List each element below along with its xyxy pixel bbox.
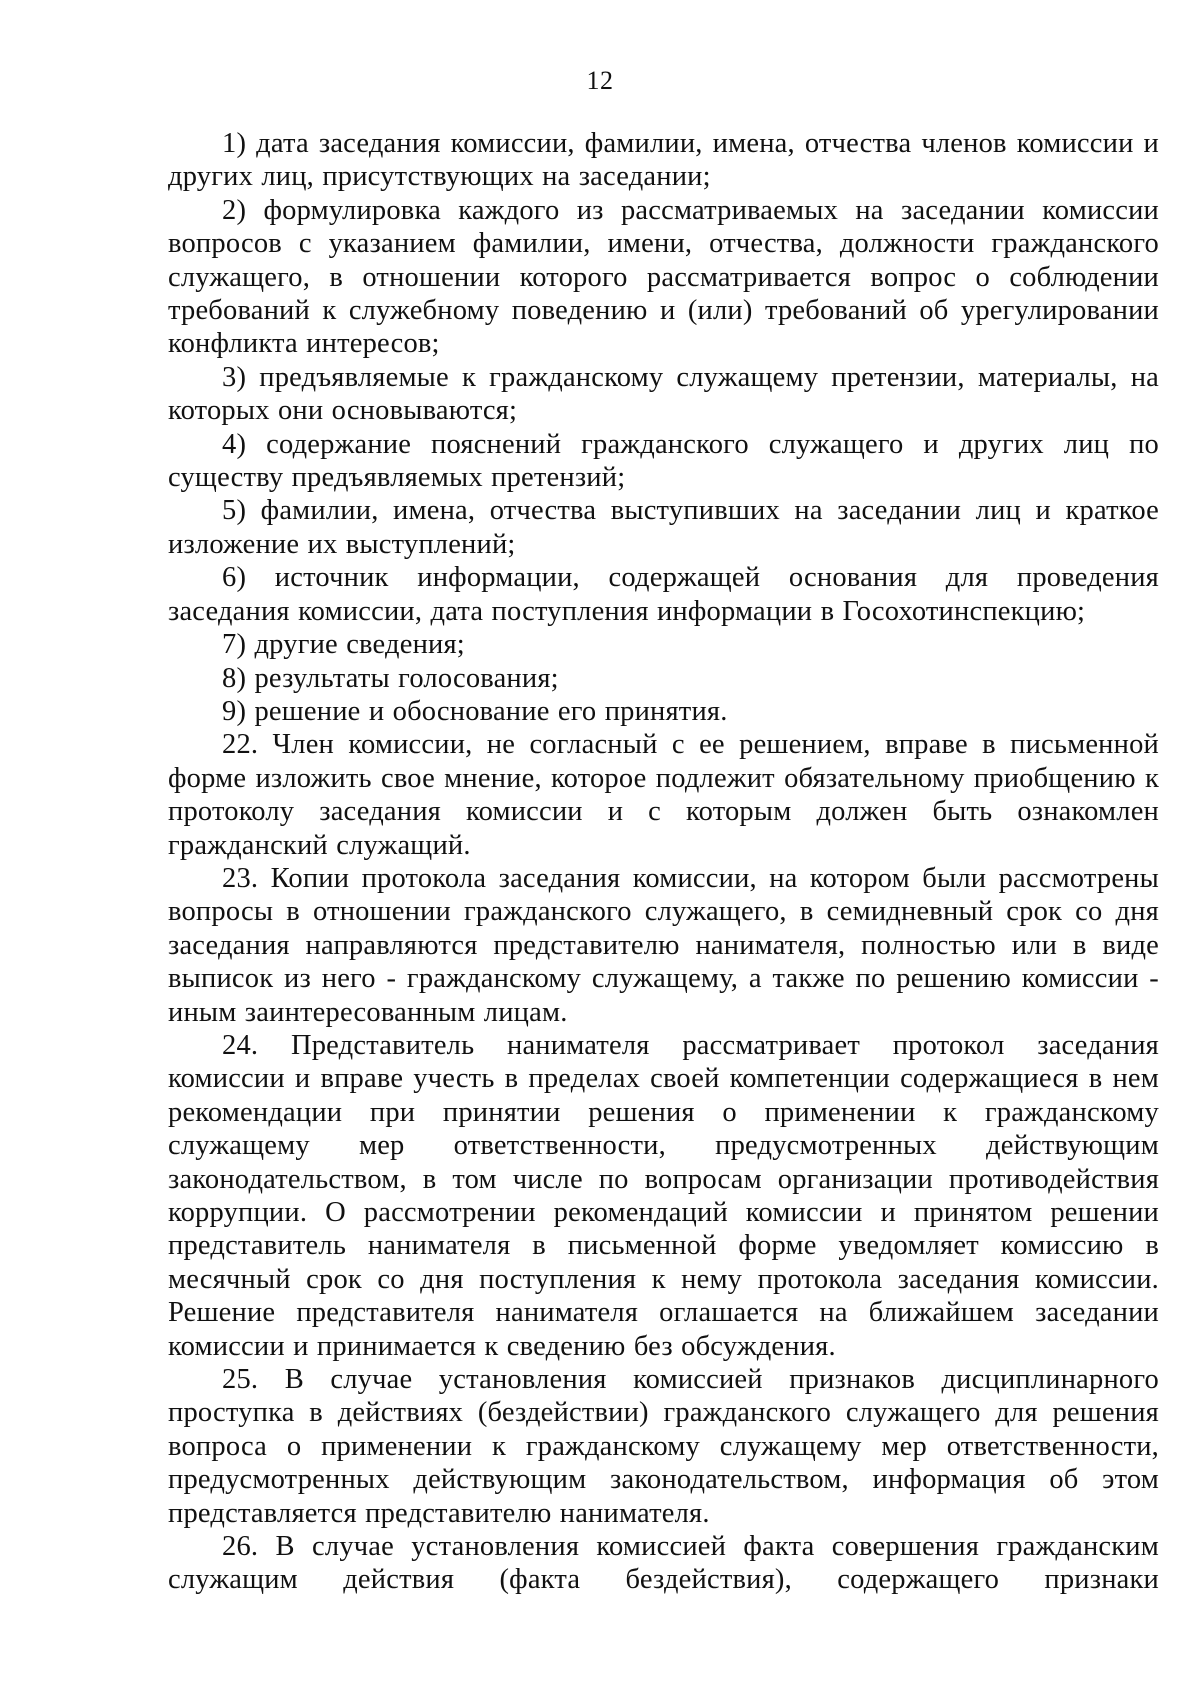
- paragraph-22: 22. Член комиссии, не согласный с ее решением, вправе в письменной форме изложить свое мнение, которое подлежит обязательному приобщению к протоколу заседания комиссии и с которым должен быть ознакомлен гражданский служащий.: [168, 729, 1159, 861]
- paragraph-24: 24. Представитель нанимателя рассматривает протокол заседания комиссии и вправе учесть в пределах своей компетенции содержащиеся в нем рекомендации при принятии решения о применении к гражданскому служащему мер ответственности, предусмотренных действующим законодательством, в том числе по вопросам организации противодействия коррупции. О рассмотрении рекомендаций комиссии и принятом решении представитель нанимателя в письменной форме уведомляет комиссию в месячный срок со дня поступления к нему протокола заседания комиссии. Решение представителя нанимателя оглашается на ближайшем заседании комиссии и принимается к сведению без обсуждения.: [168, 1029, 1159, 1362]
- paragraph-23: 23. Копии протокола заседания комиссии, на котором были рассмотрены вопросы в отношении гражданского служащего, в семидневный срок со дня заседания направляются представителю нанимателя, полностью или в виде выписок из него - гражданскому служащему, а также по решению комиссии - иным заинтересованным лицам.: [168, 862, 1159, 1028]
- paragraph-item-9: 9) решение и обоснование его принятия.: [222, 695, 728, 727]
- page-number: 12: [586, 66, 614, 95]
- paragraph-item-1: 1) дата заседания комиссии, фамилии, имена, отчества членов комиссии и других лиц, присутствующих на заседании;: [168, 128, 1159, 193]
- paragraph-item-4: 4) содержание пояснений гражданского служащего и других лиц по существу предъявляемых претензий;: [168, 428, 1159, 494]
- paragraph-item-6: 6) источник информации, содержащей основания для проведения заседания комиссии, дата поступления информации в Госохотинспекцию;: [168, 562, 1159, 627]
- paragraph-item-5: 5) фамилии, имена, отчества выступивших на заседании лиц и краткое изложение их выступлений;: [168, 495, 1159, 560]
- paragraph-item-2: 2) формулировка каждого из рассматриваемых на заседании комиссии вопросов с указанием фамилии, имени, отчества, должности гражданского служащего, в отношении которого рассматривается вопрос о соблюдении требований к служебному поведению и (или) требований об урегулировании конфликта интересов;: [168, 194, 1159, 360]
- paragraph-item-7: 7) другие сведения;: [222, 629, 465, 661]
- paragraph-item-8: 8) результаты голосования;: [222, 662, 559, 694]
- document-body: [168, 127, 1159, 1597]
- paragraph-item-3: 3) предъявляемые к гражданскому служащему претензии, материалы, на которых они основываются;: [168, 361, 1159, 427]
- paragraph-26: 26. В случае установления комиссией факта совершения гражданским служащим действия (факта бездействия), содержащего признаки: [168, 1531, 1159, 1596]
- paragraph-25: 25. В случае установления комиссией признаков дисциплинарного проступка в действиях (бездействии) гражданского служащего для решения вопроса о применении к гражданскому служащему мер ответственности, предусмотренных действующим законодательством, информация об этом представляется представителю нанимателя.: [168, 1364, 1159, 1529]
